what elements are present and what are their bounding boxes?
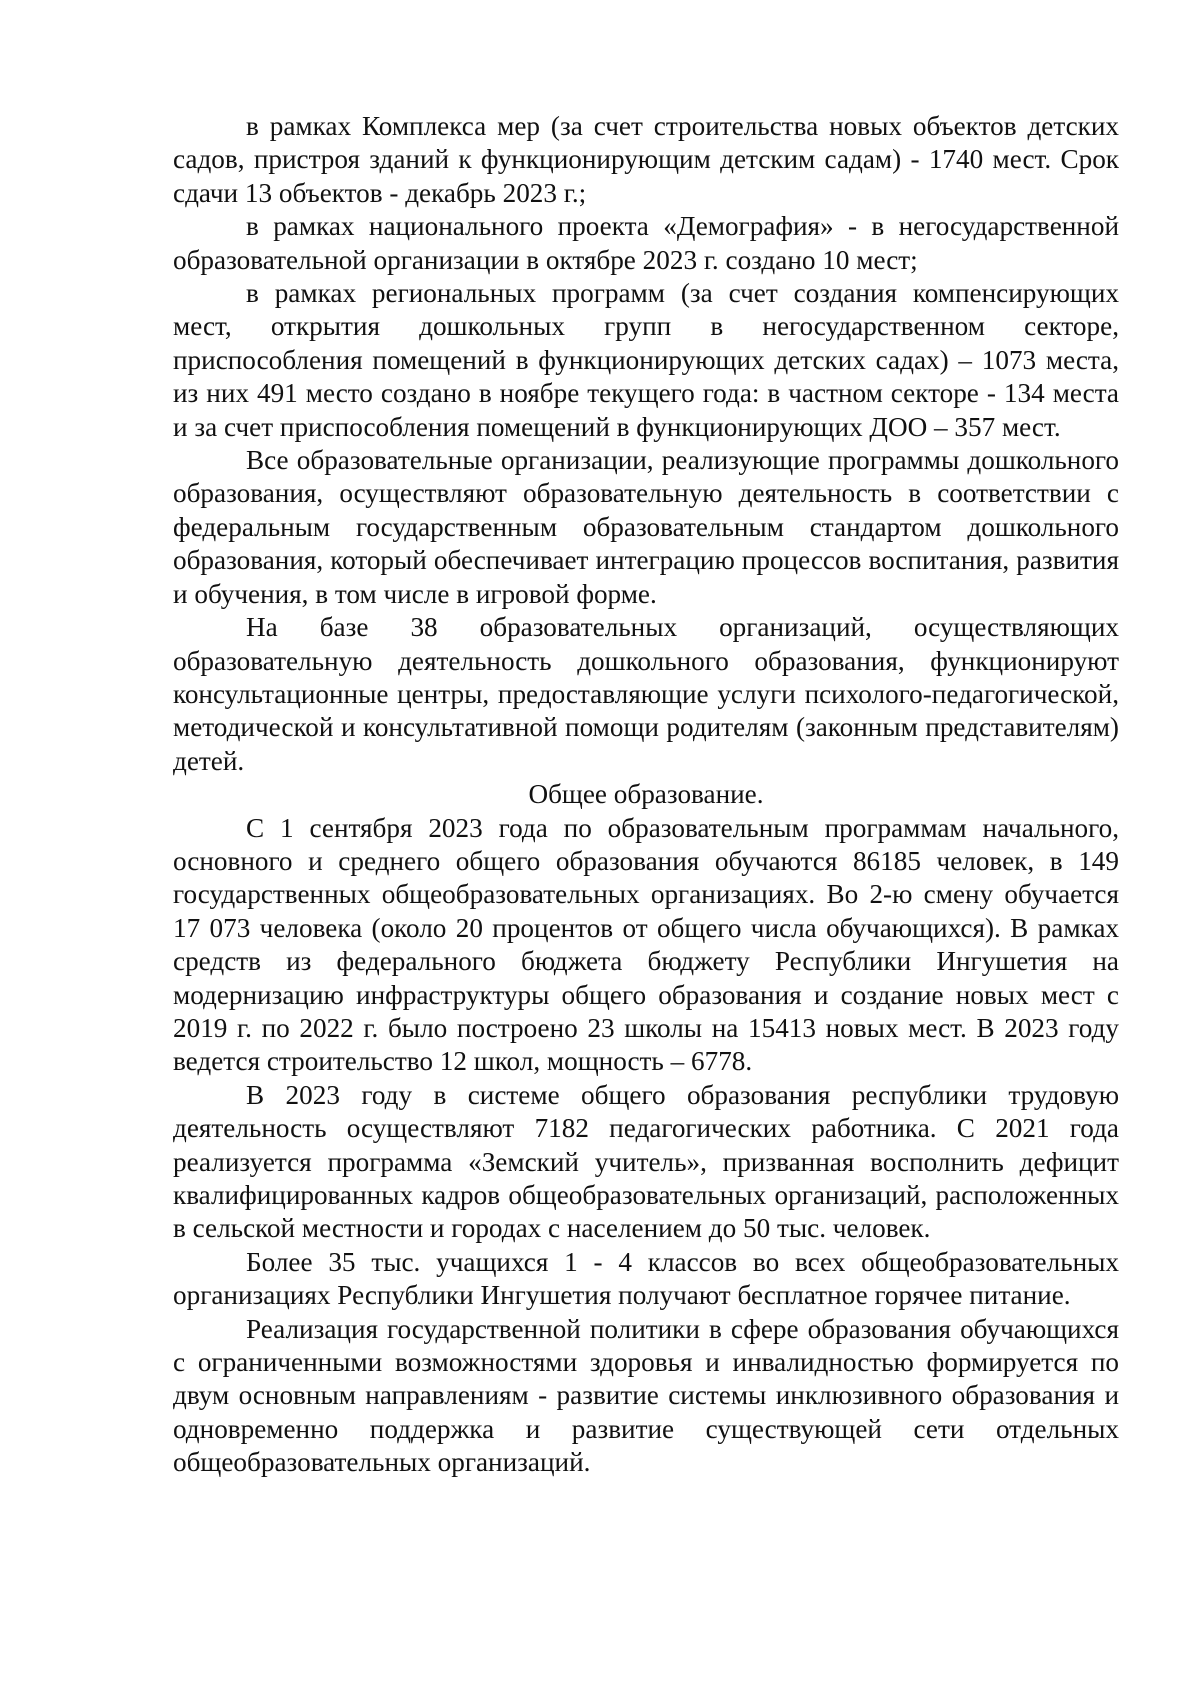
paragraph-complex-measures: в рамках Комплекса мер (за счет строительства новых объектов детских садов, пристроя зданий к функционирующим детским садам) - 1740 мест. Срок сдачи 13 объектов - декабрь 2023 г.; <box>173 111 1119 208</box>
paragraph-regional-programs: в рамках региональных программ (за счет создания компенсирующих мест, открытия дошкольных групп в негосударственном секторе, приспособления помещений в функционирующих детских садах) – 1073 места, из них 491 место создано в ноябре текущего года: в частном секторе - 134 места и за счет приспособления помещений в функционирующих ДОО – 357 мест. <box>173 278 1119 442</box>
paragraph-preschool-standard: Все образовательные организации, реализующие программы дошкольного образования, осуществляют образовательную деятельность в соответствии с федеральным государственным образовательным стандартом дошкольного образования, который обеспечивает интеграцию процессов воспитания, развития и обучения, в том числе в игровой форме. <box>173 445 1119 609</box>
paragraph-teachers: В 2023 году в системе общего образования республики трудовую деятельность осуществляют 7182 педагогических работника. С 2021 года реализуется программа «Земский учитель», призванная восполнить дефицит квалифицированных кадров общеобразовательных организаций, расположенных в сельской местности и городах с населением до 50 тыс. человек. <box>173 1079 1119 1244</box>
document-page <box>173 110 1119 1480</box>
paragraph-hot-meals: Более 35 тыс. учащихся 1 - 4 классов во всех общеобразовательных организациях Республики Ингушетия получают бесплатное горячее питание. <box>173 1246 1119 1311</box>
paragraph-general-education-stats: С 1 сентября 2023 года по образовательным программам начального, основного и среднего общего образования обучаются 86185 человек, в 149 государственных общеобразовательных организациях. Во 2-ю смену обучается 17 073 человека (около 20 процентов от общего числа обучающихся). В рамках средств из федерального бюджета бюджету Республики Ингушетия на модернизацию инфраструктуры общего образования и создание новых мест с 2019 г. по 2022 г. было построено 23 школы на 15413 новых мест. В 2023 году ведется строительство 12 школ, мощность – 6778. <box>173 812 1119 1077</box>
paragraph-consultation-centers: На базе 38 образовательных организаций, осуществляющих образовательную деятельность дошкольного образования, функционируют консультационные центры, предоставляющие услуги психолого-педагогической, методической и консультативной помощи родителям (законным представителям) детей. <box>173 612 1119 776</box>
paragraph-inclusive-education: Реализация государственной политики в сфере образования обучающихся с ограниченными возможностями здоровья и инвалидностью формируется по двум основным направлениям - развитие системы инклюзивного образования и одновременно поддержка и развитие существующей сети отдельных общеобразовательных организаций. <box>173 1313 1119 1478</box>
section-heading: Общее образование. <box>528 779 764 810</box>
paragraph-demography-project: в рамках национального проекта «Демография» - в негосударственной образовательной организации в октябре 2023 г. создано 10 мест; <box>173 211 1119 275</box>
